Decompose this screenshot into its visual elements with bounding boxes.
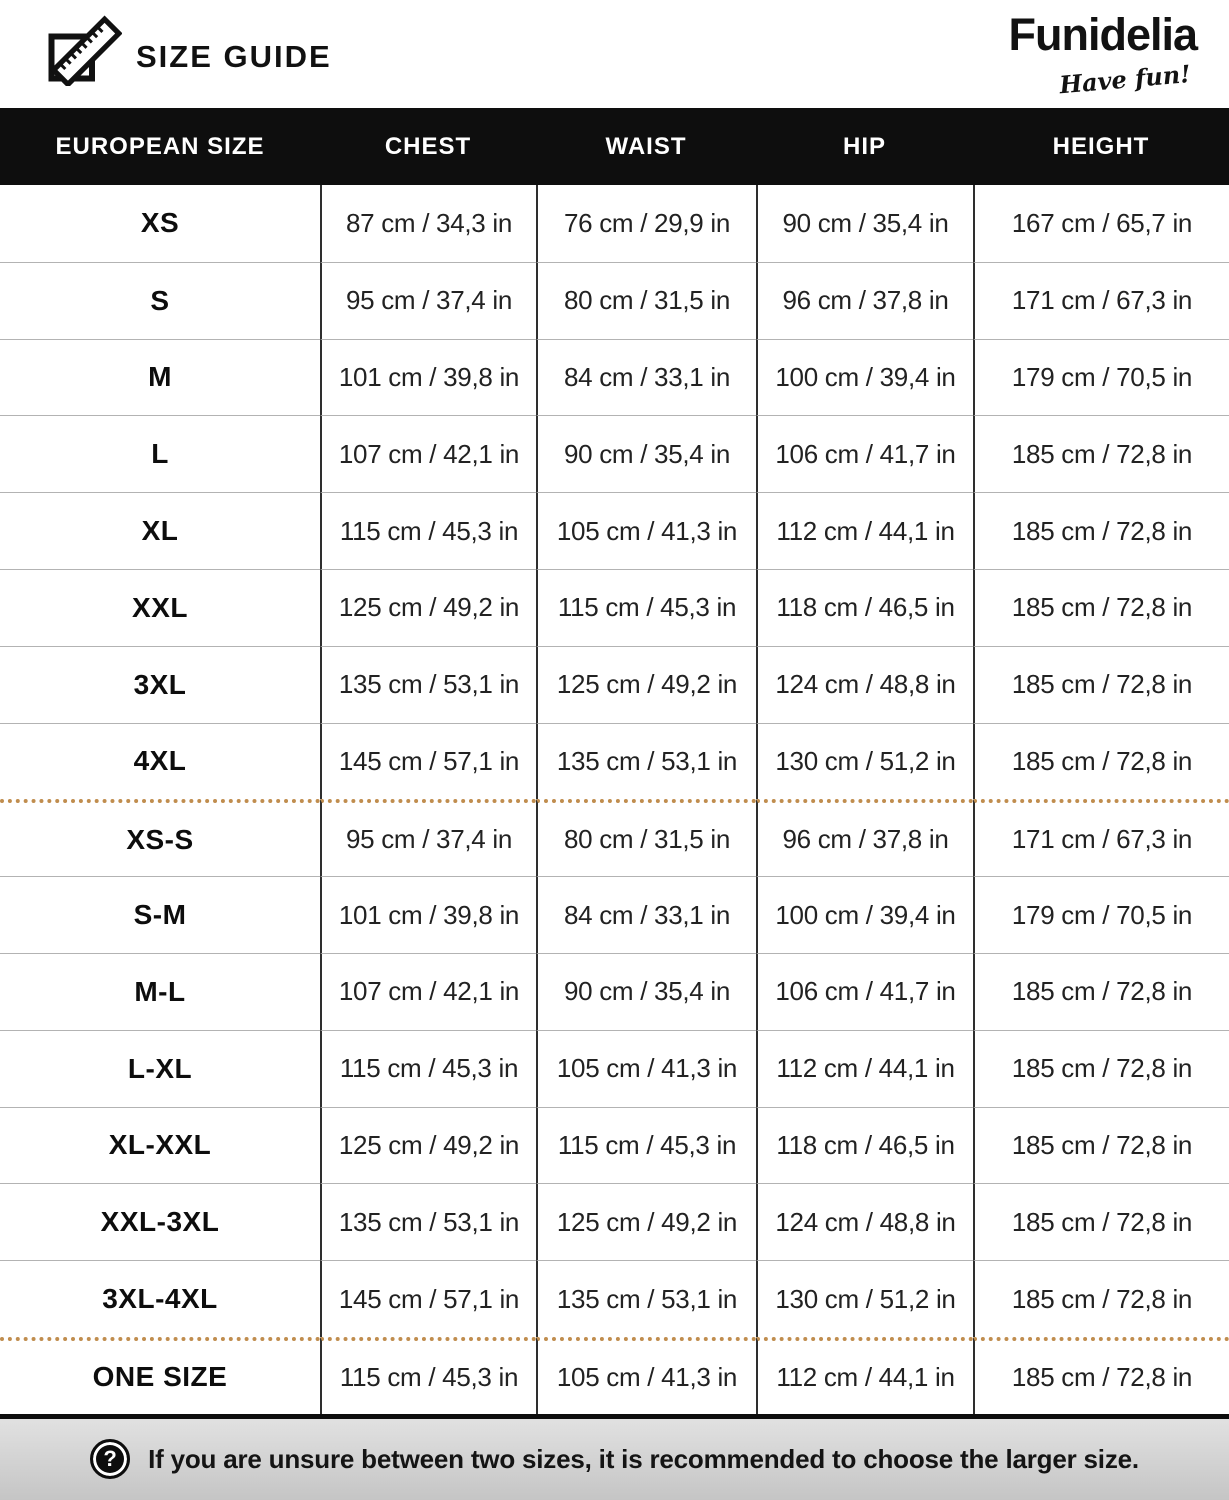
page-title: SIZE GUIDE — [136, 39, 332, 74]
hip-cell: 100 cm / 39,4 in — [756, 876, 973, 953]
height-cell: 185 cm / 72,8 in — [973, 1183, 1229, 1260]
table-row — [0, 1183, 1229, 1260]
height-cell: 185 cm / 72,8 in — [973, 569, 1229, 646]
chest-cell: 107 cm / 42,1 in — [320, 415, 536, 492]
hip-cell: 124 cm / 48,8 in — [756, 646, 973, 723]
chest-cell: 101 cm / 39,8 in — [320, 876, 536, 953]
hip-cell: 118 cm / 46,5 in — [756, 1107, 973, 1184]
chest-cell: 95 cm / 37,4 in — [320, 799, 536, 876]
column-header-waist: WAIST — [605, 132, 687, 160]
table-row — [0, 262, 1229, 339]
height-cell: 185 cm / 72,8 in — [973, 415, 1229, 492]
waist-cell: 105 cm / 41,3 in — [536, 1030, 756, 1107]
question-mark-icon: ? — [90, 1439, 130, 1479]
height-cell: 185 cm / 72,8 in — [973, 646, 1229, 723]
chest-cell: 145 cm / 57,1 in — [320, 723, 536, 800]
height-cell: 179 cm / 70,5 in — [973, 339, 1229, 416]
footer-note-text: If you are unsure between two sizes, it is recommended to choose the larger size. — [148, 1443, 1139, 1474]
size-cell: 4XL — [0, 723, 320, 800]
table-header-row — [0, 108, 1229, 185]
height-cell: 171 cm / 67,3 in — [973, 799, 1229, 876]
table-row — [0, 492, 1229, 569]
table-row — [0, 569, 1229, 646]
table-row — [0, 415, 1229, 492]
height-cell: 171 cm / 67,3 in — [973, 262, 1229, 339]
footer-note-bar — [0, 1419, 1229, 1500]
table-row — [0, 339, 1229, 416]
size-cell: XXL — [0, 569, 320, 646]
waist-cell: 115 cm / 45,3 in — [536, 1107, 756, 1184]
chest-cell: 125 cm / 49,2 in — [320, 1107, 536, 1184]
height-cell: 167 cm / 65,7 in — [973, 185, 1229, 262]
waist-cell: 105 cm / 41,3 in — [536, 1337, 756, 1414]
height-cell: 185 cm / 72,8 in — [973, 1260, 1229, 1337]
size-cell: 3XL — [0, 646, 320, 723]
table-row — [0, 1030, 1229, 1107]
brand-name: Funidelia — [1008, 9, 1197, 60]
title-wrap — [44, 14, 332, 86]
waist-cell: 125 cm / 49,2 in — [536, 1183, 756, 1260]
waist-cell: 76 cm / 29,9 in — [536, 185, 756, 262]
table-body — [0, 185, 1229, 1419]
size-cell: S-M — [0, 876, 320, 953]
size-cell: XS — [140, 207, 180, 239]
size-cell: L — [0, 415, 320, 492]
height-cell: 185 cm / 72,8 in — [973, 1337, 1229, 1414]
topbar — [0, 0, 1229, 108]
height-cell: 185 cm / 72,8 in — [973, 953, 1229, 1030]
height-cell: 185 cm / 72,8 in — [973, 492, 1229, 569]
hip-cell: 106 cm / 41,7 in — [756, 953, 973, 1030]
column-header-european-size: EUROPEAN SIZE — [55, 132, 265, 160]
chest-cell: 135 cm / 53,1 in — [320, 1183, 536, 1260]
table-row — [0, 799, 1229, 876]
brand-logo — [1008, 9, 1201, 100]
column-header-hip: HIP — [842, 132, 886, 160]
waist-cell: 90 cm / 35,4 in — [536, 415, 756, 492]
table-row — [0, 185, 1229, 262]
waist-cell: 80 cm / 31,5 in — [536, 262, 756, 339]
hip-cell: 130 cm / 51,2 in — [756, 723, 973, 800]
waist-cell: 90 cm / 35,4 in — [536, 953, 756, 1030]
chest-cell: 145 cm / 57,1 in — [320, 1260, 536, 1337]
waist-cell: 135 cm / 53,1 in — [536, 723, 756, 800]
chest-cell: 135 cm / 53,1 in — [320, 646, 536, 723]
table-row — [0, 723, 1229, 800]
hip-cell: 100 cm / 39,4 in — [756, 339, 973, 416]
chest-cell: 115 cm / 45,3 in — [320, 492, 536, 569]
hip-cell: 130 cm / 51,2 in — [756, 1260, 973, 1337]
waist-cell: 115 cm / 45,3 in — [536, 569, 756, 646]
table-row — [0, 1260, 1229, 1337]
table-row — [0, 646, 1229, 723]
hip-cell: 96 cm / 37,8 in — [756, 799, 973, 876]
size-cell: 3XL-4XL — [0, 1260, 320, 1337]
chest-cell: 87 cm / 34,3 in — [320, 185, 536, 262]
hip-cell: 112 cm / 44,1 in — [756, 1337, 973, 1414]
table-row — [0, 876, 1229, 953]
chest-cell: 115 cm / 45,3 in — [320, 1337, 536, 1414]
column-header-chest: CHEST — [384, 132, 472, 160]
waist-cell: 125 cm / 49,2 in — [536, 646, 756, 723]
chest-cell: 101 cm / 39,8 in — [320, 339, 536, 416]
ruler-checkbox-icon — [44, 14, 122, 86]
height-cell: 185 cm / 72,8 in — [973, 1107, 1229, 1184]
chest-cell: 95 cm / 37,4 in — [320, 262, 536, 339]
size-cell: XL-XXL — [0, 1107, 320, 1184]
waist-cell: 105 cm / 41,3 in — [536, 492, 756, 569]
size-table — [0, 108, 1229, 1419]
chest-cell: 115 cm / 45,3 in — [320, 1030, 536, 1107]
hip-cell: 118 cm / 46,5 in — [756, 569, 973, 646]
size-cell: M — [0, 339, 320, 416]
waist-cell: 80 cm / 31,5 in — [536, 799, 756, 876]
chest-cell: 125 cm / 49,2 in — [320, 569, 536, 646]
size-cell: XXL-3XL — [0, 1183, 320, 1260]
waist-cell: 84 cm / 33,1 in — [536, 876, 756, 953]
height-cell: 185 cm / 72,8 in — [973, 723, 1229, 800]
waist-cell: 84 cm / 33,1 in — [536, 339, 756, 416]
waist-cell: 135 cm / 53,1 in — [536, 1260, 756, 1337]
brand-tagline: Have fun! — [1058, 59, 1193, 100]
size-cell: ONE SIZE — [0, 1337, 320, 1414]
size-cell: XS-S — [0, 799, 320, 876]
table-row — [0, 953, 1229, 1030]
hip-cell: 124 cm / 48,8 in — [756, 1183, 973, 1260]
hip-cell: 90 cm / 35,4 in — [756, 185, 973, 262]
hip-cell: 96 cm / 37,8 in — [756, 262, 973, 339]
hip-cell: 112 cm / 44,1 in — [756, 492, 973, 569]
size-cell: L-XL — [0, 1030, 320, 1107]
size-cell: XL — [0, 492, 320, 569]
table-row — [0, 1107, 1229, 1184]
size-cell: M-L — [0, 953, 320, 1030]
height-cell: 185 cm / 72,8 in — [973, 1030, 1229, 1107]
size-cell: S — [0, 262, 320, 339]
height-cell: 179 cm / 70,5 in — [973, 876, 1229, 953]
hip-cell: 112 cm / 44,1 in — [756, 1030, 973, 1107]
column-header-height: HEIGHT — [1052, 132, 1150, 160]
hip-cell: 106 cm / 41,7 in — [756, 415, 973, 492]
table-row — [0, 1337, 1229, 1414]
chest-cell: 107 cm / 42,1 in — [320, 953, 536, 1030]
